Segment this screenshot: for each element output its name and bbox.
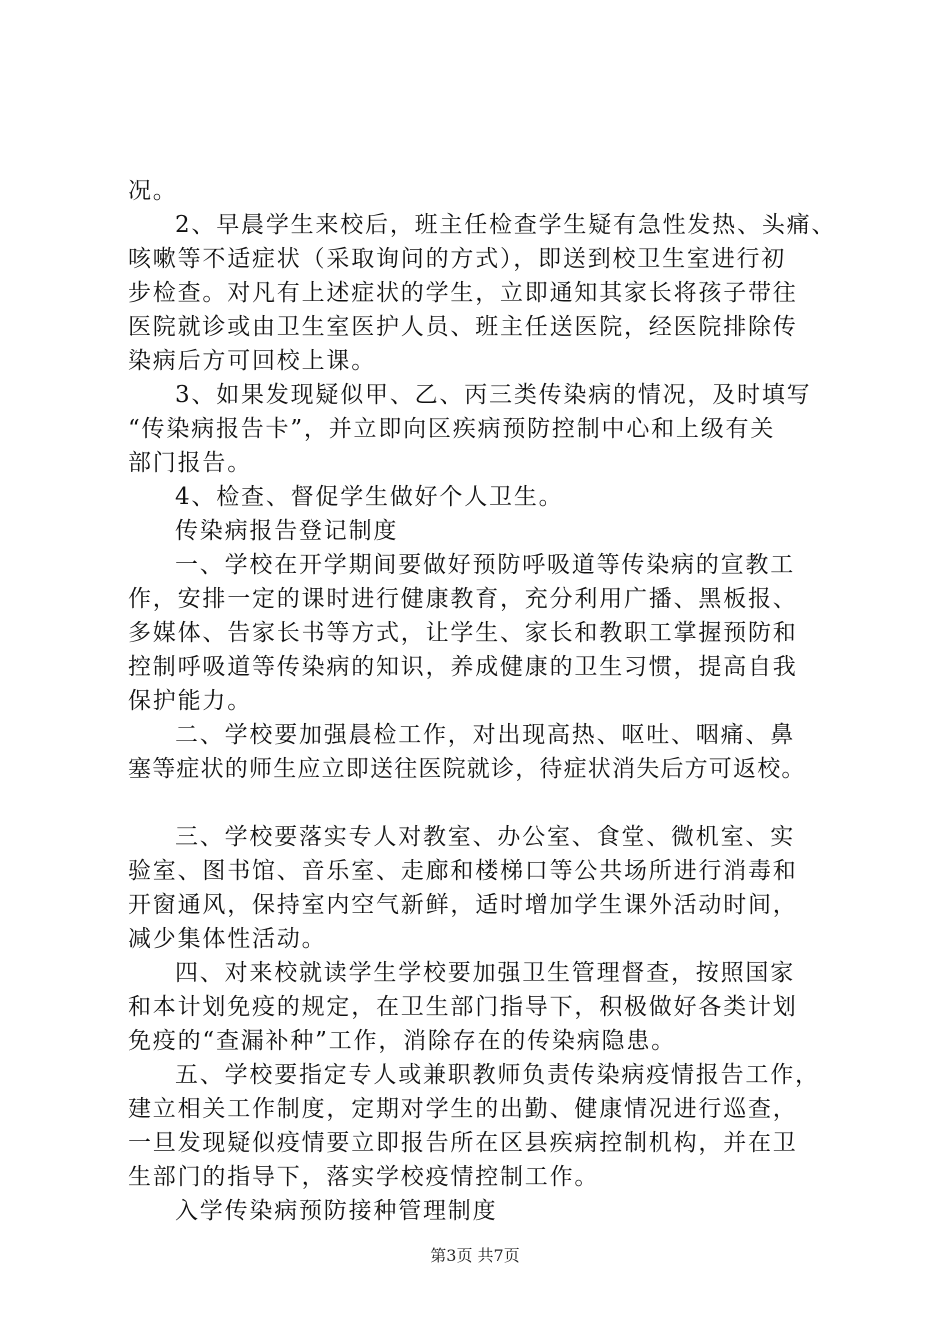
text-line: 建立相关工作制度，定期对学生的出勤、健康情况进行巡查，	[128, 1096, 798, 1122]
text-line: 保护能力。	[128, 688, 252, 714]
text-line: 一、学校在开学期间要做好预防呼吸道等传染病的宣教工	[175, 552, 795, 578]
section-heading: 入学传染病预防接种管理制度	[175, 1198, 498, 1224]
text-line: 3、如果发现疑似甲、乙、丙三类传染病的情况，及时填写	[175, 382, 812, 408]
text-line: 4、检查、督促学生做好个人卫生。	[175, 484, 564, 510]
text-line: 和本计划免疫的规定，在卫生部门指导下，积极做好各类计划	[128, 994, 798, 1020]
text-line: 验室、图书馆、音乐室、走廊和楼梯口等公共场所进行消毒和	[128, 858, 798, 884]
text-line: 况。	[128, 178, 178, 204]
text-line: 一旦发现疑似疫情要立即报告所在区县疾病控制机构，并在卫	[128, 1130, 798, 1156]
text-line: 减少集体性活动。	[128, 926, 327, 952]
text-line: 部门报告。	[128, 450, 252, 476]
text-line: 开窗通风，保持室内空气新鲜，适时增加学生课外活动时间，	[128, 892, 798, 918]
text-line: 染病后方可回校上课。	[128, 348, 376, 374]
text-line: 多媒体、告家长书等方式，让学生、家长和教职工掌握预防和	[128, 620, 798, 646]
text-line: 医院就诊或由卫生室医护人员、班主任送医院，经医院排除传	[128, 314, 798, 340]
text-line: 控制呼吸道等传染病的知识，养成健康的卫生习惯，提高自我	[128, 654, 798, 680]
text-line: 三、学校要落实专人对教室、办公室、食堂、微机室、实	[175, 824, 795, 850]
text-line: 2、早晨学生来校后，班主任检查学生疑有急性发热、头痛、	[175, 212, 837, 238]
text-line: 二、学校要加强晨检工作，对出现高热、呕吐、咽痛、鼻	[175, 722, 795, 748]
text-line: 步检查。对凡有上述症状的学生，立即通知其家长将孩子带往	[128, 280, 798, 306]
text-line: 五、学校要指定专人或兼职教师负责传染病疫情报告工作，	[175, 1062, 820, 1088]
text-line: 咳嗽等不适症状（采取询问的方式），即送到校卫生室进行初	[128, 246, 787, 272]
text-line: 生部门的指导下，落实学校疫情控制工作。	[128, 1164, 600, 1190]
text-line: 四、对来校就读学生学校要加强卫生管理督查，按照国家	[175, 960, 795, 986]
text-line: 塞等症状的师生应立即送往医院就诊，待症状消失后方可返校。	[128, 756, 806, 782]
text-line: 作，安排一定的课时进行健康教育，充分利用广播、黑板报、	[128, 586, 798, 612]
section-heading: 传染病报告登记制度	[175, 518, 399, 544]
text-line: 免疫的“查漏补种”工作，消除存在的传染病隐患。	[128, 1028, 676, 1054]
text-line: “传染病报告卡”，并立即向区疾病预防控制中心和上级有关	[128, 416, 776, 442]
page-number: 第3页 共7页	[430, 1246, 520, 1265]
